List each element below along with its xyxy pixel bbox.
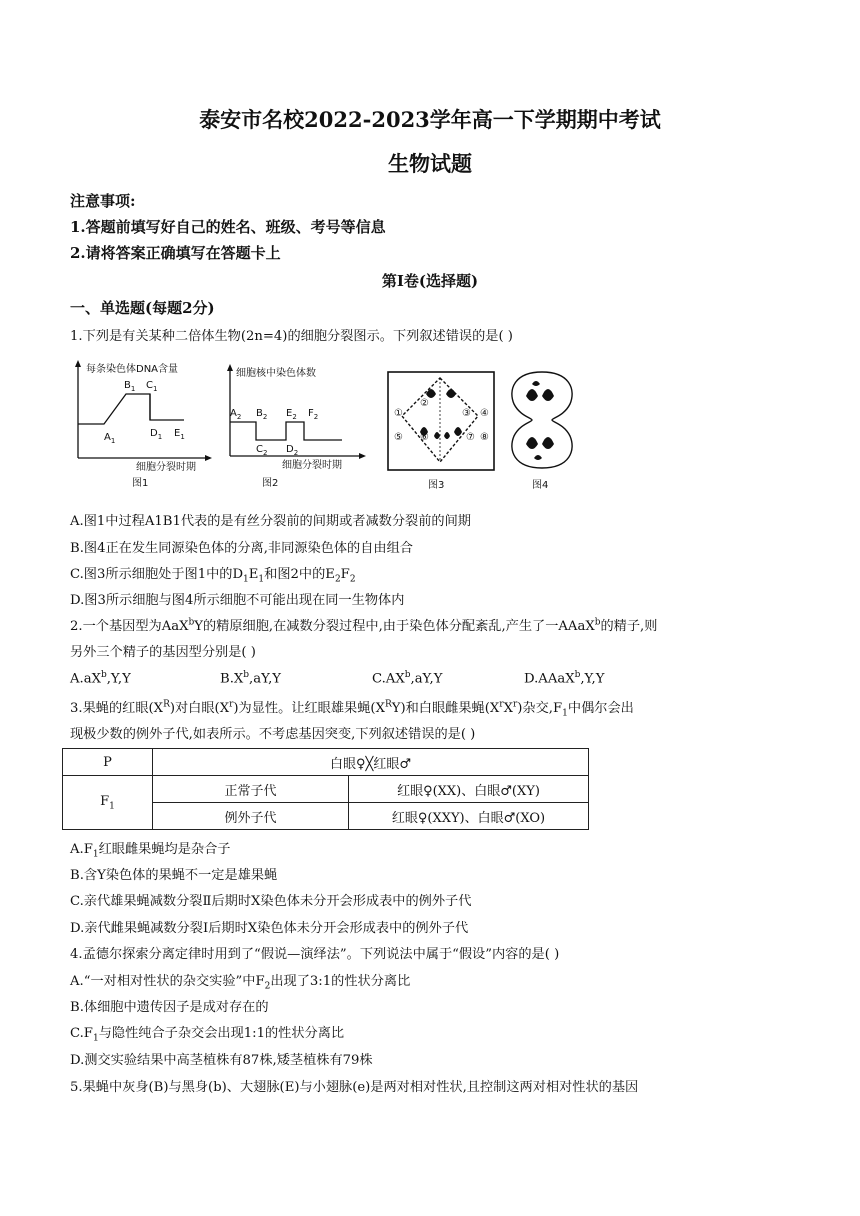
table-row (63, 776, 589, 803)
q3-stem-line1: 3.果蝇的红眼$(X^R)$对白眼$(X^r)$为显性。让红眼雄果蝇$(X^RY)$和白眼雌果蝇$(X^rX^r)$杂交$,F_1$中偶尔会出 (70, 699, 634, 719)
table-cell-value: 红眼♀(XXY)、白眼♂(XO) (349, 803, 589, 830)
q3-option-b: B.含Y染色体的果蝇不一定是雄果蝇 (70, 868, 278, 883)
fig1-label-a: $A_1$ (104, 432, 116, 445)
fig2-xlabel: 细胞分裂时期 (282, 460, 342, 471)
notes-item-1: 1.答题前填写好自己的姓名、班级、考号等信息 (70, 218, 386, 236)
table-cell-type: 正常子代 (153, 776, 349, 803)
notes-item-2: 2.请将答案正确填写在答题卡上 (70, 244, 281, 262)
fig1-label-c: $C_1$ (146, 380, 158, 393)
fig1-label-b: $B_1$ (124, 380, 136, 393)
figure-3 (386, 370, 498, 492)
q3-option-c: C.亲代雄果蝇减数分裂Ⅱ后期时X染色体未分开会形成表中的例外子代 (70, 894, 472, 909)
fig3-caption: 图3 (428, 480, 445, 491)
q3-option-a: $A.F_1$红眼雌果蝇均是杂合子 (70, 842, 231, 860)
fig1-label-e: $E_1$ (174, 428, 185, 441)
exam-subtitle: 生物试题 (388, 151, 472, 176)
q1-option-a: A.图1中过程A1B1代表的是有丝分裂前的间期或者减数分裂前的间期 (70, 514, 471, 529)
q4-option-b: B.体细胞中遗传因子是成对存在的 (70, 1000, 269, 1015)
q3-option-d: D.亲代雌果蝇减数分裂Ⅰ后期时X染色体未分开会形成表中的例外子代 (70, 921, 469, 936)
q1-stem: 1.下列是有关某种二倍体生物(2n=4)的细胞分裂图示。下列叙述错误的是( ) (70, 329, 513, 344)
q4-option-d: D.测交实验结果中高茎植株有87株,矮茎植株有79株 (70, 1053, 373, 1068)
fig1-caption: 图1 (132, 478, 149, 489)
q5-stem: 5.果蝇中灰身(B)与黑身(b)、大翅脉(E)与小翅脉(e)是两对相对性状,且控制这两对相对性状的基因 (70, 1080, 639, 1095)
q2-option-b: $B.X^b,aY,Y$ (220, 670, 282, 687)
q4-option-c: $C.F_1$与隐性纯合子杂交会出现1:1的性状分离比 (70, 1026, 345, 1044)
part1-title: 第I卷(选择题) (381, 272, 479, 290)
fig2-label-e: $E_2$ (286, 408, 297, 421)
q1-option-c: C.图3所示细胞处于图1中的$D_1E_1$和图2中的$E_2F_2$ (70, 567, 356, 585)
q3-stem-line2: 现极少数的例外子代,如表所示。不考虑基因突变,下列叙述错误的是( ) (70, 727, 476, 742)
figure-1 (66, 358, 216, 490)
fig2-ylabel: 细胞核中染色体数 (236, 368, 316, 379)
chromosome-shape (426, 389, 436, 398)
q2-option-d: D.AAaX$^b$,Y,Y (524, 670, 605, 687)
fig3-num-8: ⑧ (480, 432, 489, 443)
q4-option-a: A.“一对相对性状的杂交实验”中$F_2$出现了3:1的性状分离比 (70, 974, 411, 992)
table-cell-p-label: P (63, 749, 153, 776)
section1-title: 一、单选题(每题2分) (70, 299, 215, 317)
q1-option-d: D.图3所示细胞与图4所示细胞不可能出现在同一生物体内 (70, 593, 405, 608)
table-cell-value: 红眼♀(XX)、白眼♂(XY) (349, 776, 589, 803)
fig2-label-c: $C_2$ (256, 444, 268, 457)
q1-option-b: B.图4正在发生同源染色体的分离,非同源染色体的自由组合 (70, 541, 413, 556)
fig3-num-4: ④ (480, 408, 489, 419)
q2-stem-line2: 另外三个精子的基因型分别是( ) (70, 645, 256, 660)
fig2-label-d: $D_2$ (286, 444, 299, 457)
fig2-label-a: $A_2$ (230, 408, 242, 421)
fig1-ylabel: 每条染色体DNA含量 (86, 364, 179, 375)
fig2-caption: 图2 (262, 478, 279, 489)
fig1-label-d: $D_1$ (150, 428, 163, 441)
q2-stem-line1: 2.一个基因型为AaX$^b$Y的精原细胞,在减数分裂过程中,由于染色体分配紊乱,产生了一AAaX$^b$的精子,则 (70, 617, 658, 634)
fig3-num-1: ① (394, 408, 403, 419)
q2-option-a: $A.aX^b,Y,Y$ (70, 670, 131, 687)
fig3-num-3: ③ (462, 408, 471, 419)
fig1-xlabel: 细胞分裂时期 (136, 462, 196, 473)
table-cell-p-value: 白眼♀╳红眼♂ (153, 749, 589, 776)
table-cell-type: 例外子代 (153, 803, 349, 830)
q2-option-c: $C.AX^b,aY,Y$ (372, 670, 443, 687)
fig3-num-6: ⑥ (420, 432, 429, 443)
exam-title: 泰安市名校2022-2023学年高一下学期期中考试 (199, 107, 661, 132)
fig3-num-5: ⑤ (394, 432, 403, 443)
notes-heading: 注意事项: (70, 192, 136, 210)
table-row (63, 749, 589, 776)
fig3-num-2: ② (420, 398, 429, 409)
fig2-label-b: $B_2$ (256, 408, 268, 421)
table-cell-f1-label: $F_1$ (63, 776, 153, 830)
fig2-label-f: $F_2$ (308, 408, 319, 421)
q4-stem: 4.孟德尔探索分离定律时用到了“假说—演绎法”。下列说法中属于“假设”内容的是( ) (70, 947, 560, 962)
figure-4 (506, 370, 578, 492)
figure-2 (222, 362, 372, 490)
genetics-table (62, 748, 589, 830)
fig3-num-7: ⑦ (466, 432, 475, 443)
fig4-caption: 图4 (532, 480, 549, 491)
